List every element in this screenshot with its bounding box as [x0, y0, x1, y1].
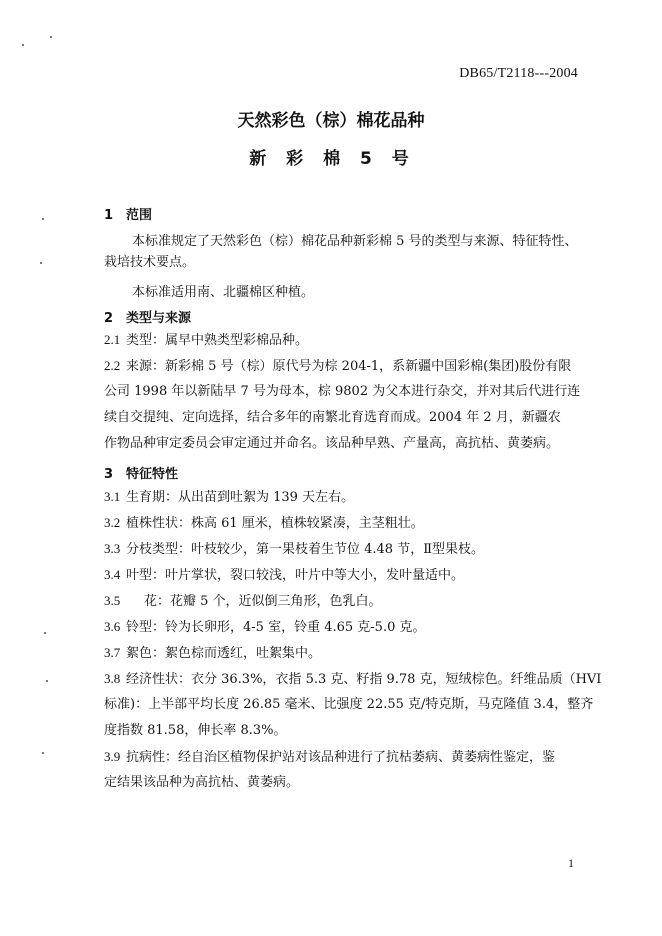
item-text: 植株性状：株高 61 厘米，植株较紧凑，主茎粗壮。 [126, 516, 424, 531]
item-text: 叶型：叶片掌状，裂口较浅，叶片中等大小，发叶量适中。 [126, 568, 465, 583]
item-text: 生育期：从出苗到吐絮为 139 天左右。 [126, 490, 355, 505]
item-number: 3.7 [104, 645, 121, 660]
list-item [104, 568, 464, 582]
paragraph-line: 度指数 81.58，伸长率 8.3%。 [104, 723, 287, 738]
item-number: 3.3 [104, 541, 121, 556]
item-text: 絮色：絮色棕而透红，吐絮集中。 [126, 646, 322, 661]
list-item [104, 750, 555, 764]
page-number: 1 [568, 856, 574, 870]
section-title: 类型与来源 [126, 311, 192, 326]
scan-speck [50, 36, 52, 38]
paragraph-line: 本标准规定了天然彩色（棕）棉花品种新彩棉 5 号的类型与来源、特征特性、 [132, 234, 578, 249]
paragraph-line: 栽培技术要点。 [104, 255, 196, 270]
list-item [104, 620, 425, 634]
item-number: 3.9 [104, 749, 121, 764]
paragraph-line: 本标准适用南、北疆棉区种植。 [132, 285, 315, 300]
scan-speck [46, 680, 48, 682]
list-item [104, 516, 424, 530]
item-number: 2.1 [104, 332, 121, 347]
list-item [104, 646, 321, 660]
list-item [104, 594, 382, 608]
item-number: 3.4 [104, 567, 121, 582]
item-number: 3.6 [104, 619, 121, 634]
list-item [104, 542, 484, 556]
section-title: 范围 [126, 208, 153, 223]
section-heading-scope [104, 204, 152, 223]
item-number: 3.8 [104, 671, 121, 686]
page-title: 天然彩色（棕）棉花品种 [237, 111, 425, 131]
paragraph-line: 定结果该品种为高抗枯、黄萎病。 [104, 775, 300, 790]
variety-name: 新 彩 棉 5 号 [249, 149, 413, 169]
section-title: 特征特性 [126, 467, 179, 482]
item-text: 铃型：铃为长卵形，4-5 室，铃重 4.65 克-5.0 克。 [126, 620, 426, 635]
item-text: 来源：新彩棉 5 号（棕）原代号为棕 204-1，系新疆中国彩棉(集团)股份有限 [126, 359, 572, 374]
scan-speck [42, 218, 44, 220]
list-item [104, 333, 308, 347]
scan-speck [42, 752, 44, 754]
item-number: 3.2 [104, 515, 121, 530]
section-number: 1 [104, 208, 114, 223]
section-heading-type-origin [104, 307, 191, 326]
section-number: 2 [104, 311, 114, 326]
section-heading-characteristics [104, 463, 178, 482]
item-number: 3.5 [104, 593, 121, 608]
paragraph-line: 续自交提纯、定向选择，结合多年的南繁北育选育而成。2004 年 2 月，新疆农 [104, 410, 561, 425]
item-number: 3.1 [104, 489, 121, 504]
list-item [104, 359, 571, 373]
scan-speck [40, 262, 42, 264]
item-text: 类型：属早中熟类型彩棉品种。 [126, 333, 309, 348]
item-text: 分枝类型：叶枝较少，第一果枝着生节位 4.48 节，Ⅱ型果枝。 [126, 542, 485, 557]
list-item [104, 672, 601, 686]
scan-speck [44, 632, 46, 634]
paragraph-line: 公司 1998 年以新陆早 7 号为母本，棕 9802 为父本进行杂交，并对其后代进行连 [104, 384, 581, 399]
section-number: 3 [104, 467, 114, 482]
item-text: 经济性状：衣分 36.3%，衣指 5.3 克、籽指 9.78 克，短绒棕色。纤维品质（HVI [126, 672, 602, 687]
list-item [104, 490, 354, 504]
item-number: 2.2 [104, 358, 121, 373]
paragraph-line: 标准)：上半部平均长度 26.85 毫米、比强度 22.55 克/特克斯，马克隆值 3.4，整齐 [104, 697, 594, 712]
scan-speck [22, 44, 24, 46]
item-text: 抗病性：经自治区植物保护站对该品种进行了抗枯萎病、黄萎病性鉴定，鉴 [126, 750, 556, 765]
document-code: DB65/T2118---2004 [459, 66, 578, 81]
item-text: 花：花瓣 5 个，近似倒三角形，色乳白。 [144, 594, 382, 609]
paragraph-line: 作物品种审定委员会审定通过并命名。该品种早熟、产量高，高抗枯、黄萎病。 [104, 436, 560, 451]
